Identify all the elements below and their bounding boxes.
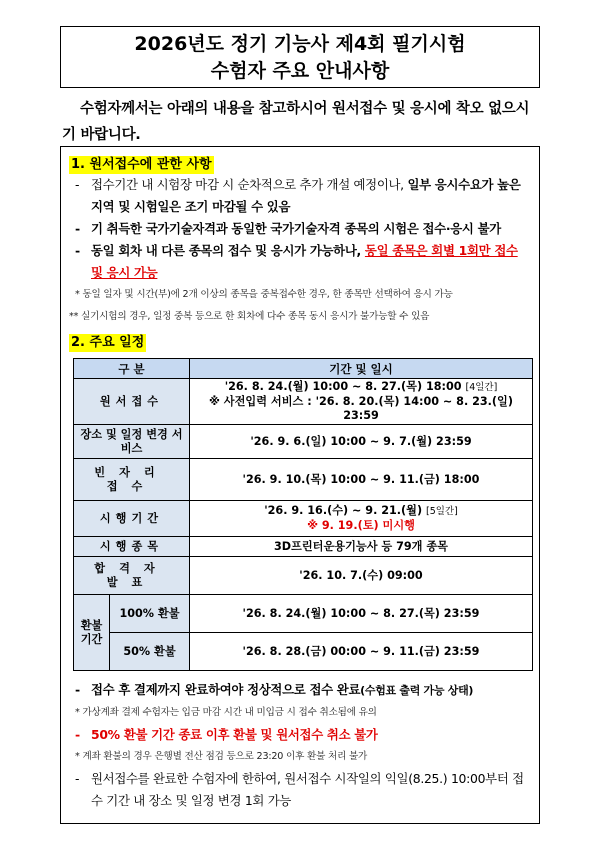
header-period: 기간 및 일시 (190, 359, 533, 379)
table-row (74, 557, 533, 595)
row-label-subject: 시행종목 (74, 537, 190, 557)
row-label-result: 합격자 발표 (74, 557, 190, 595)
row-value-change: '26. 9. 6.(일) 10:00 ~ 9. 7.(월) 23:59 (190, 425, 533, 459)
item-text-red: 50% 환불 기간 종료 이후 환불 및 원서접수 취소 불가 (91, 727, 378, 742)
section-1-item-2: - 기 취득한 국가기술자격과 동일한 국가기술자격 종목의 시험은 접수·응시 불가 (75, 221, 501, 236)
schedule-table (73, 358, 533, 671)
footer-item-2: - 50% 환불 기간 종료 이후 환불 및 원서접수 취소 불가 (75, 727, 378, 742)
apply-line-1: '26. 8. 24.(월) 10:00 ~ 8. 27.(목) 18:00 (224, 380, 462, 393)
table-row (74, 425, 533, 459)
table-row (74, 379, 533, 425)
exam-line-2: ※ 9. 19.(토) 미시행 (307, 519, 415, 532)
table-row (74, 459, 533, 501)
footer-item-3: - 원서접수를 완료한 수험자에 한하여, 원서접수 시작일의 익일(8.25.) 10:00부터 접수 기간 내 장소 및 일정 변경 1회 가능 (75, 771, 524, 808)
row-value-subject: 3D프린터운용기능사 등 79개 종목 (190, 537, 533, 557)
item-text: 기 취득한 국가기술자격과 동일한 국가기술자격 종목의 시험은 접수·응시 불가 (91, 221, 501, 236)
item-text: 접수 후 결제까지 완료하여야 정상적으로 접수 완료 (91, 682, 361, 697)
row-label-refund: 환불 기간 (74, 595, 110, 671)
apply-days: [4일간] (465, 382, 498, 393)
section-1-item-1: - 접수기간 내 시험장 마감 시 순차적으로 추가 개설 예정이나, 일부 응시수요가 높은 지역 및 시험일은 조기 마감될 수 있음 (75, 177, 521, 214)
table-header-row (74, 359, 533, 379)
exam-line-1: '26. 9. 16.(수) ~ 9. 21.(월) (264, 504, 423, 517)
section-1-note-2: ** 실기시험의 경우, 일정 중복 등으로 한 회차에 다수 종목 동시 응시가 불가능할 수 있음 (69, 311, 430, 322)
section-1-note-1: * 동일 일자 및 시간(부)에 2개 이상의 종목을 중복접수한 경우, 한 종목만 선택하여 응시 가능 (75, 289, 453, 300)
table-row (74, 595, 533, 633)
item-text: 원서접수를 완료한 수험자에 한하여, 원서접수 시작일의 익일(8.25.) 10:00부터 접수 기간 내 장소 및 일정 변경 1회 가능 (91, 771, 524, 808)
content-box (60, 146, 540, 824)
title-line-1: 2026년도 정기 기능사 제4회 필기시험 (134, 33, 466, 55)
item-text: 접수기간 내 시험장 마감 시 순차적으로 추가 개설 예정이나, (91, 177, 408, 192)
row-value-apply (190, 379, 533, 425)
document-title (60, 26, 540, 88)
row-label-exam: 시행기간 (74, 501, 190, 537)
intro-text: 수험자께서는 아래의 내용을 참고하시어 원서접수 및 응시에 착오 없으시기 바랍니다. (62, 101, 530, 143)
table-row (74, 501, 533, 537)
section-2-title: 2. 주요 일정 (71, 335, 145, 350)
header-category: 구 분 (74, 359, 190, 379)
item-text-sub: (수험표 출력 가능 상태) (360, 684, 474, 697)
row-value-vacancy: '26. 9. 10.(목) 10:00 ~ 9. 11.(금) 18:00 (190, 459, 533, 501)
item-text-bold: 일부 응시수요가 높은 지역 및 시험일은 조기 마감될 수 있음 (91, 177, 521, 214)
exam-days: [5일간] (425, 506, 458, 517)
footer-note-2: * 계좌 환불의 경우 은행별 전산 점검 등으로 23:20 이후 환불 처리 불가 (75, 751, 368, 762)
row-label-vacancy: 빈자리 접수 (74, 459, 190, 501)
title-line-2: 수험자 주요 안내사항 (210, 60, 390, 82)
footer-item-1: - 접수 후 결제까지 완료하여야 정상적으로 접수 완료(수험표 출력 가능 상태) (75, 682, 474, 697)
row-label-change: 장소 및 일정 변경 서비스 (74, 425, 190, 459)
row-label-refund-100: 100% 환불 (110, 595, 190, 633)
row-value-refund-100: '26. 8. 24.(월) 10:00 ~ 8. 27.(목) 23:59 (190, 595, 533, 633)
row-value-refund-50: '26. 8. 28.(금) 00:00 ~ 9. 11.(금) 23:59 (190, 633, 533, 671)
table-row (74, 537, 533, 557)
apply-line-2: ※ 사전입력 서비스 : '26. 8. 20.(목) 14:00 ~ 8. 23.(일) 23:59 (209, 395, 513, 422)
row-value-result: '26. 10. 7.(수) 09:00 (190, 557, 533, 595)
table-row (74, 633, 533, 671)
section-1-item-3: - 동일 회차 내 다른 종목의 접수 및 응시가 가능하나, 동일 종목은 회별 1회만 접수 및 응시 가능 (75, 243, 518, 280)
row-label-apply: 원서접수 (74, 379, 190, 425)
row-label-refund-50: 50% 환불 (110, 633, 190, 671)
item-text: 동일 회차 내 다른 종목의 접수 및 응시가 가능하나, (91, 243, 365, 258)
item-text-red: 동일 종목은 회별 1회만 접수 및 응시 가능 (91, 243, 518, 280)
row-value-exam (190, 501, 533, 537)
footer-note-1: * 가상계좌 결제 수험자는 입금 마감 시간 내 미입금 시 접수 취소됨에 유의 (75, 707, 377, 718)
section-1-title: 1. 원서접수에 관한 사항 (71, 157, 212, 172)
